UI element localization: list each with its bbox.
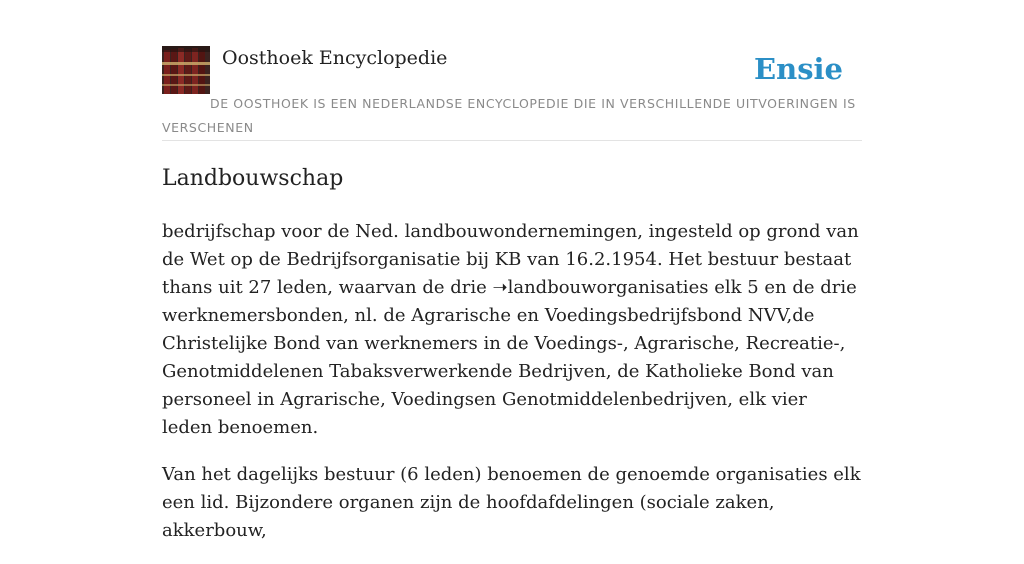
site-header bbox=[162, 46, 862, 141]
article bbox=[162, 162, 862, 564]
article-paragraph-2: Van het dagelijks bestuur (6 leden) benoemen de genoemde organisaties elk een lid. Bijzondere organen zijn de hoofdafdelingen (sociale zaken, akkerbouw, bbox=[162, 464, 861, 541]
site-name[interactable]: Oosthoek Encyclopedie bbox=[222, 47, 448, 69]
paragraph-text: elk 5 en de drie werknemersbonden, nl. de Agrarische en Voedingsbedrijfsbond NVV,de Christelijke Bond van werknemers in de Voedings-, Agrarische, Recreatie-, Genotmiddelenen Tabaksverwerkende Bedrijven, de Katholieke Bond van personeel in Agrarische, Voedingsen Genotmiddelenbedrijven, elk vier leden benoemen. bbox=[162, 277, 857, 438]
paragraph-text: bedrijfschap voor de Ned. landbouwondernemingen, ingesteld op grond van de Wet op de Bedrijfsorganisatie bij KB van 16.2.1954. Het bestuur bestaat thans uit 27 leden, waarvan de drie bbox=[162, 221, 859, 298]
article-title: Landbouwschap bbox=[162, 166, 344, 191]
encyclopedia-books-icon bbox=[162, 46, 210, 94]
source-avatar[interactable] bbox=[162, 46, 210, 94]
ensie-logo[interactable]: Ensie bbox=[754, 52, 843, 86]
article-paragraph-1 bbox=[162, 218, 862, 442]
site-tagline: DE OOSTHOEK IS EEN NEDERLANDSE ENCYCLOPEDIE DIE IN VERSCHILLENDE UITVOERINGEN IS VERSCHENEN bbox=[162, 96, 856, 135]
cross-reference-link[interactable]: ➝landbouworganisaties bbox=[492, 277, 709, 298]
